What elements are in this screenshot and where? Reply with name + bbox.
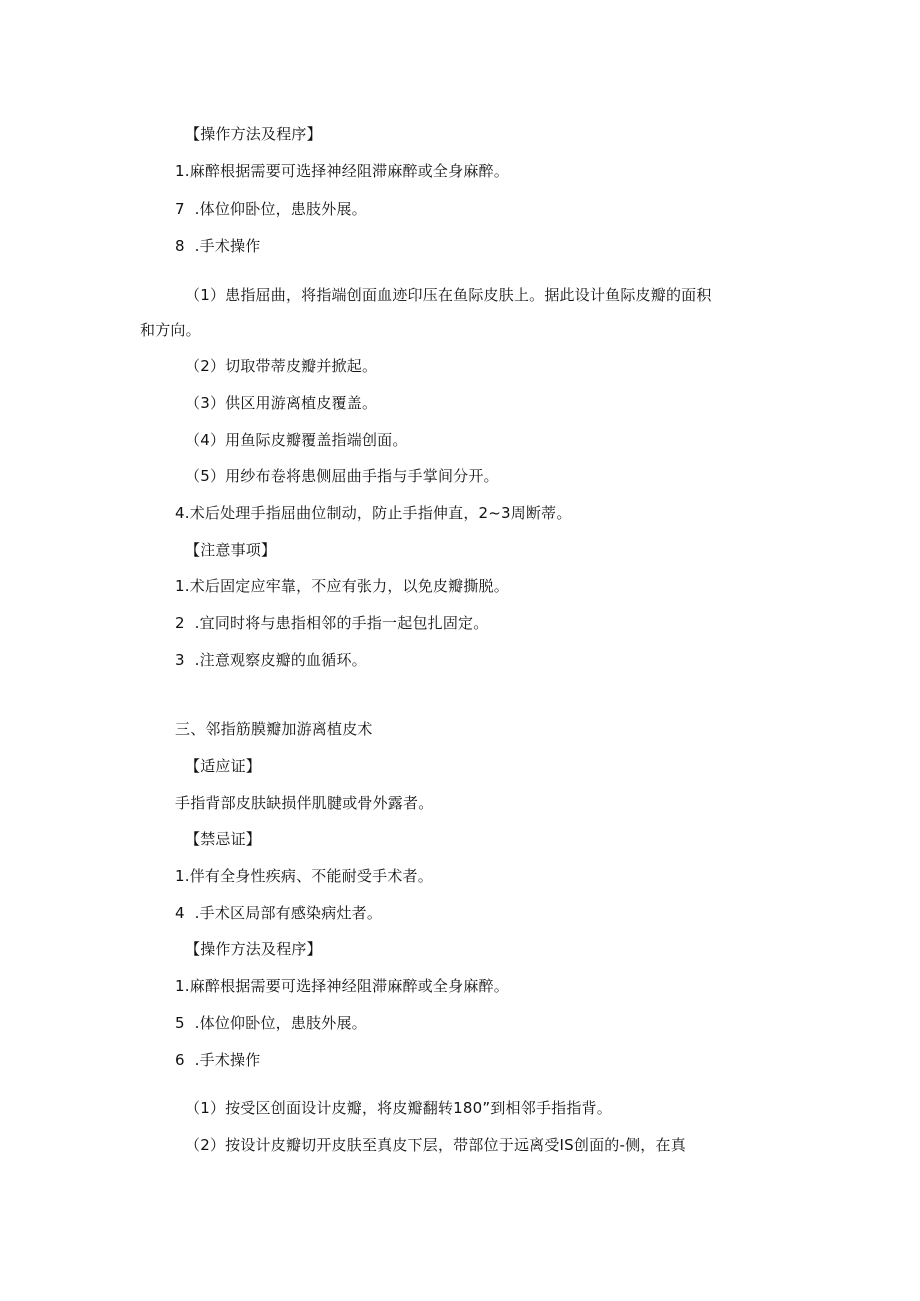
paragraph-line: （2）切取带蒂皮瓣并掀起。 xyxy=(185,357,378,375)
section-heading: 【操作方法及程序】 xyxy=(185,125,322,143)
paragraph-line: 6 .手术操作 xyxy=(175,1051,261,1069)
paragraph-line: 手指背部皮肤缺损伴肌腱或骨外露者。 xyxy=(175,794,434,812)
paragraph-line: 5 .体位仰卧位，患肢外展。 xyxy=(175,1014,367,1032)
paragraph-line: 7 .体位仰卧位，患肢外展。 xyxy=(175,200,367,218)
paragraph-line: 4.术后处理手指屈曲位制动，防止手指伸直，2~3周断蒂。 xyxy=(175,504,572,522)
paragraph-line: （1）患指屈曲，将指端创面血迹印压在鱼际皮肤上。据此设计鱼际皮瓣的面积 xyxy=(185,286,712,304)
paragraph-line: 1.麻醉根据需要可选择神经阻滞麻醉或全身麻醉。 xyxy=(175,162,509,180)
paragraph-line: 2 .宜同时将与患指相邻的手指一起包扎固定。 xyxy=(175,614,489,632)
paragraph-line: 1.伴有全身性疾病、不能耐受手术者。 xyxy=(175,867,433,885)
section-heading: 【操作方法及程序】 xyxy=(185,940,322,958)
paragraph-line: （5）用纱布卷将患侧屈曲手指与手掌间分开。 xyxy=(185,467,499,485)
paragraph-line: 4 .手术区局部有感染病灶者。 xyxy=(175,904,383,922)
paragraph-line: （3）供区用游离植皮覆盖。 xyxy=(185,394,378,412)
paragraph-line: 8 .手术操作 xyxy=(175,237,261,255)
section-heading: 【注意事项】 xyxy=(185,541,277,559)
paragraph-line: 3 .注意观察皮瓣的血循环。 xyxy=(175,651,367,669)
paragraph-line: （2）按设计皮瓣切开皮肤至真皮下层，带部位于远离受IS创面的-侧，在真 xyxy=(185,1136,686,1154)
paragraph-line: 1.术后固定应牢靠，不应有张力，以免皮瓣撕脱。 xyxy=(175,577,509,595)
paragraph-line: 1.麻醉根据需要可选择神经阻滞麻醉或全身麻醉。 xyxy=(175,977,509,995)
paragraph-line: 和方向。 xyxy=(140,321,201,339)
paragraph-line: （1）按受区创面设计皮瓣，将皮瓣翻转180”到相邻手指指背。 xyxy=(185,1099,612,1117)
section-heading: 【适应证】 xyxy=(185,757,262,775)
paragraph-line: （4）用鱼际皮瓣覆盖指端创面。 xyxy=(185,431,408,449)
chapter-title: 三、邻指筋膜瓣加游离植皮术 xyxy=(175,720,373,738)
section-heading: 【禁忌证】 xyxy=(185,830,262,848)
